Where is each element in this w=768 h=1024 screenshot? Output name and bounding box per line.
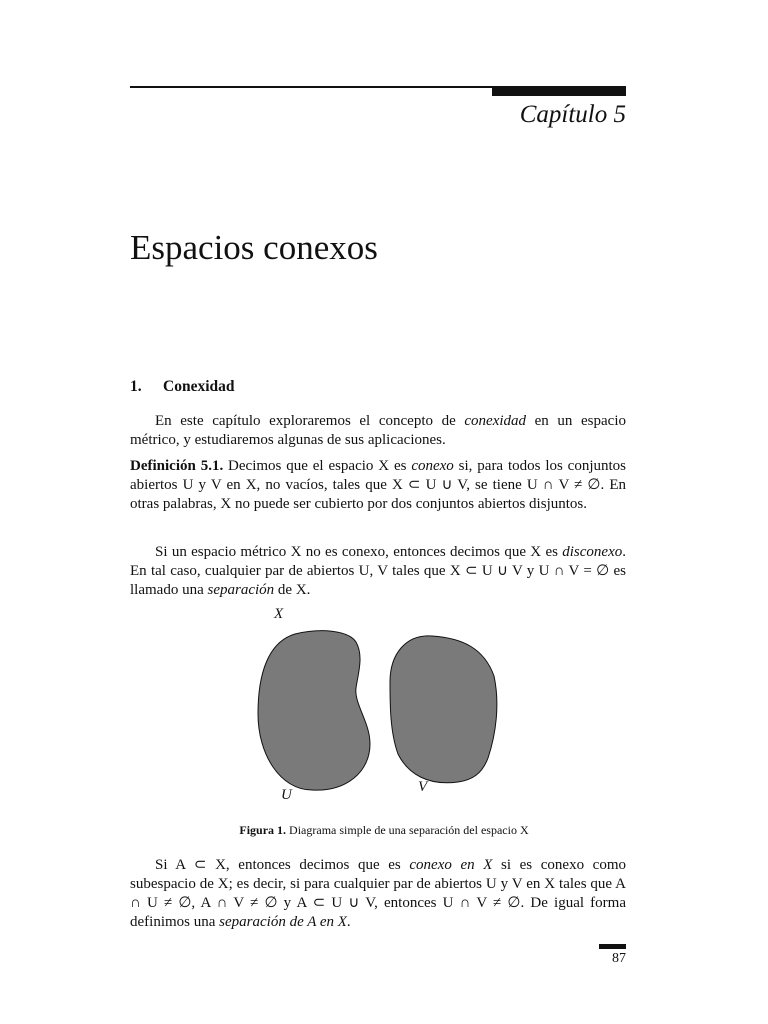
label-u: U <box>281 787 292 803</box>
page-number-rule <box>599 944 626 949</box>
definition-head: Definición 5.1. <box>130 458 224 474</box>
paragraph-intro: En este capítulo exploraremos el concepto de conexidad en un espacio métrico, y estudiaremos algunas de sus aplicaciones. <box>130 413 626 448</box>
figure-caption: Figura 1. Diagrama simple de una separación del espacio X <box>239 823 529 837</box>
section-title: Conexidad <box>163 378 235 395</box>
paragraph-disconexo: Si un espacio métrico X no es conexo, entonces decimos que X es disconexo. En tal caso, cualquier par de abiertos U, V tales que X ⊂ U ∪ V y U ∩ V = ∅ es llamado una separación de X. <box>130 544 626 598</box>
label-v: V <box>418 779 428 795</box>
section-number: 1. <box>130 378 142 395</box>
set-u-shape <box>258 631 370 790</box>
definition-5-1: Definición 5.1. Decimos que el espacio X es conexo si, para todos los conjuntos abiertos U y V en X, no vacíos, tales que X ⊂ U ∪ V, se tiene U ∩ V ≠ ∅. En otras palabras, X no puede ser cubierto por dos conjuntos abiertos disjuntos. <box>130 458 627 512</box>
label-x: X <box>274 606 284 622</box>
paragraph-conexo-en-x: Si A ⊂ X, entonces decimos que es conexo en X si es conexo como subespacio de X; es decir, si para cualquier par de abiertos U y V en X tales que A ∩ U ≠ ∅, A ∩ V ≠ ∅ y A ⊂ U ∪ V, entonces U ∩ V ≠ ∅. De igual forma definimos una separación de A en X. <box>130 857 627 930</box>
chapter-label: Capítulo 5 <box>519 101 626 128</box>
page-number: 87 <box>612 951 626 966</box>
set-v-shape <box>390 636 497 783</box>
header-rule-thick <box>492 86 626 96</box>
section-heading <box>130 378 235 396</box>
caption-head: Figura 1. <box>239 823 287 837</box>
chapter-title: Espacios conexos <box>130 228 378 267</box>
separation-diagram <box>250 604 530 814</box>
separation-figure <box>250 604 530 814</box>
